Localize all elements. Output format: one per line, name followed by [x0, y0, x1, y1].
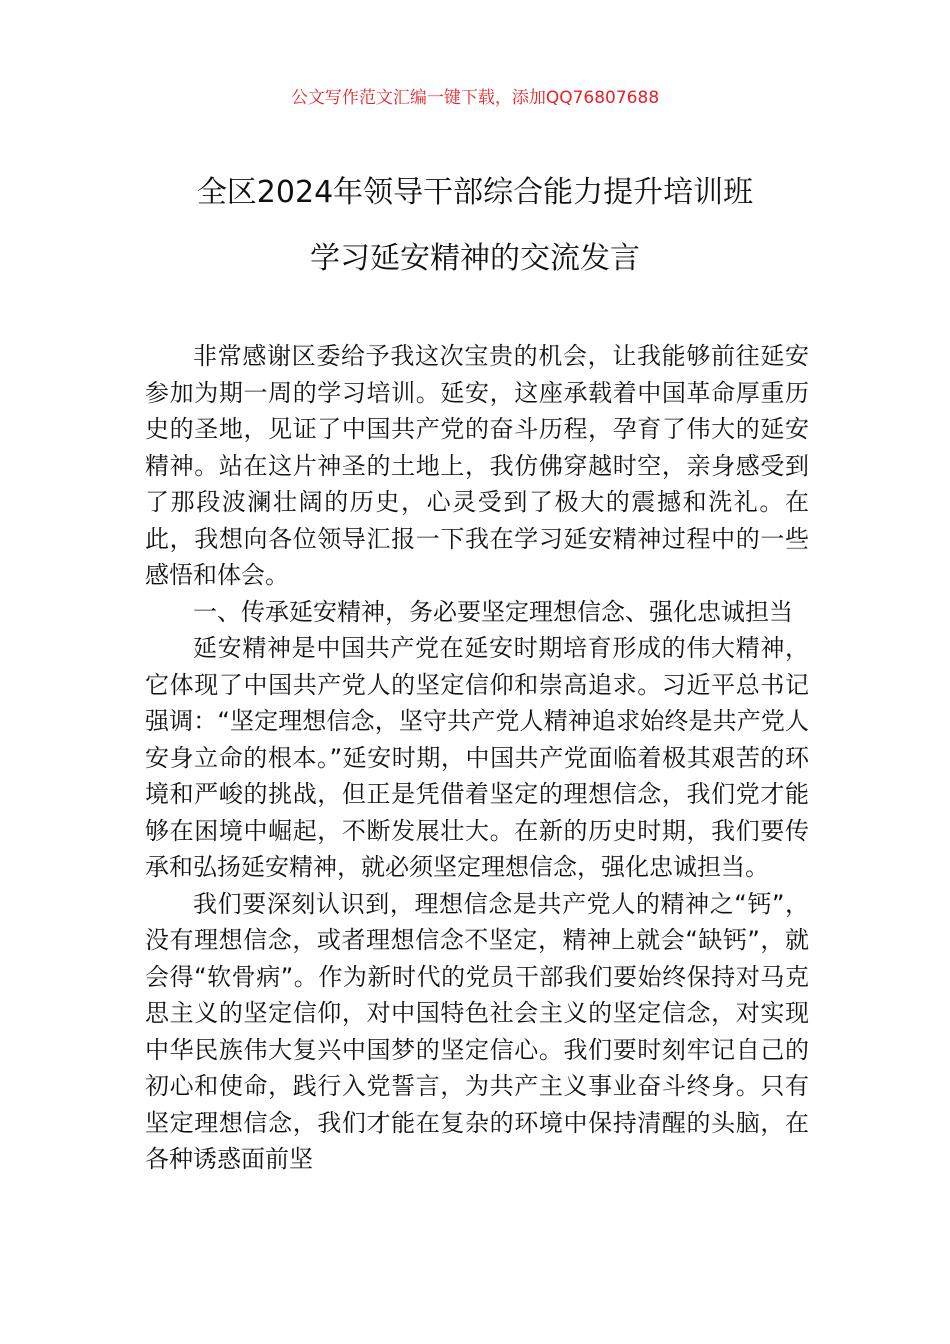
- promo-banner: 公文写作范文汇编一键下载，添加QQ76807688: [290, 88, 660, 108]
- paragraph-intro: 非常感谢区委给予我这次宝贵的机会，让我能够前往延安参加为期一周的学习培训。延安，这座承载着中国革命厚重历史的圣地，见证了中国共产党的奋斗历程，孕育了伟大的延安精神。站在这片神圣的土地上，我仿佛穿越时空，亲身感受到了那段波澜壮阔的历史，心灵受到了极大的震撼和洗礼。在此，我想向各位领导汇报一下我在学习延安精神过程中的一些感悟和体会。: [145, 342, 809, 589]
- document-body: [145, 338, 809, 1178]
- section-heading-1: 一、传承延安精神，务必要坚定理想信念、强化忠诚担当: [193, 597, 793, 626]
- title-line-2: 学习延安精神的交流发言: [310, 241, 640, 276]
- title-line-1: 全区2024年领导干部综合能力提升培训班: [196, 175, 754, 210]
- paragraph: 延安精神是中国共产党在延安时期培育形成的伟大精神，它体现了中国共产党人的坚定信仰和崇高追求。习近平总书记强调：“坚定理想信念，坚守共产党人精神追求始终是共产党人安身立命的根本。”延安时期，中国共产党面临着极其艰苦的环境和严峻的挑战，但正是凭借着坚定的理想信念，我们党才能够在困境中崛起，不断发展壮大。在新的历史时期，我们要传承和弘扬延安精神，就必须坚定理想信念，强化忠诚担当。: [145, 634, 809, 881]
- paragraph: 我们要深刻认识到，理想信念是共产党人的精神之“钙”，没有理想信念，或者理想信念不坚定，精神上就会“缺钙”，就会得“软骨病”。作为新时代的党员干部我们要始终保持对马克思主义的坚定信仰，对中国特色社会主义的坚定信念，对实现中华民族伟大复兴中国梦的坚定信心。我们要时刻牢记自己的初心和使命，践行入党誓言，为共产主义事业奋斗终身。只有坚定理想信念，我们才能在复杂的环境中保持清醒的头脑，在各种诱惑面前坚: [145, 889, 809, 1173]
- document-title: [95, 160, 855, 292]
